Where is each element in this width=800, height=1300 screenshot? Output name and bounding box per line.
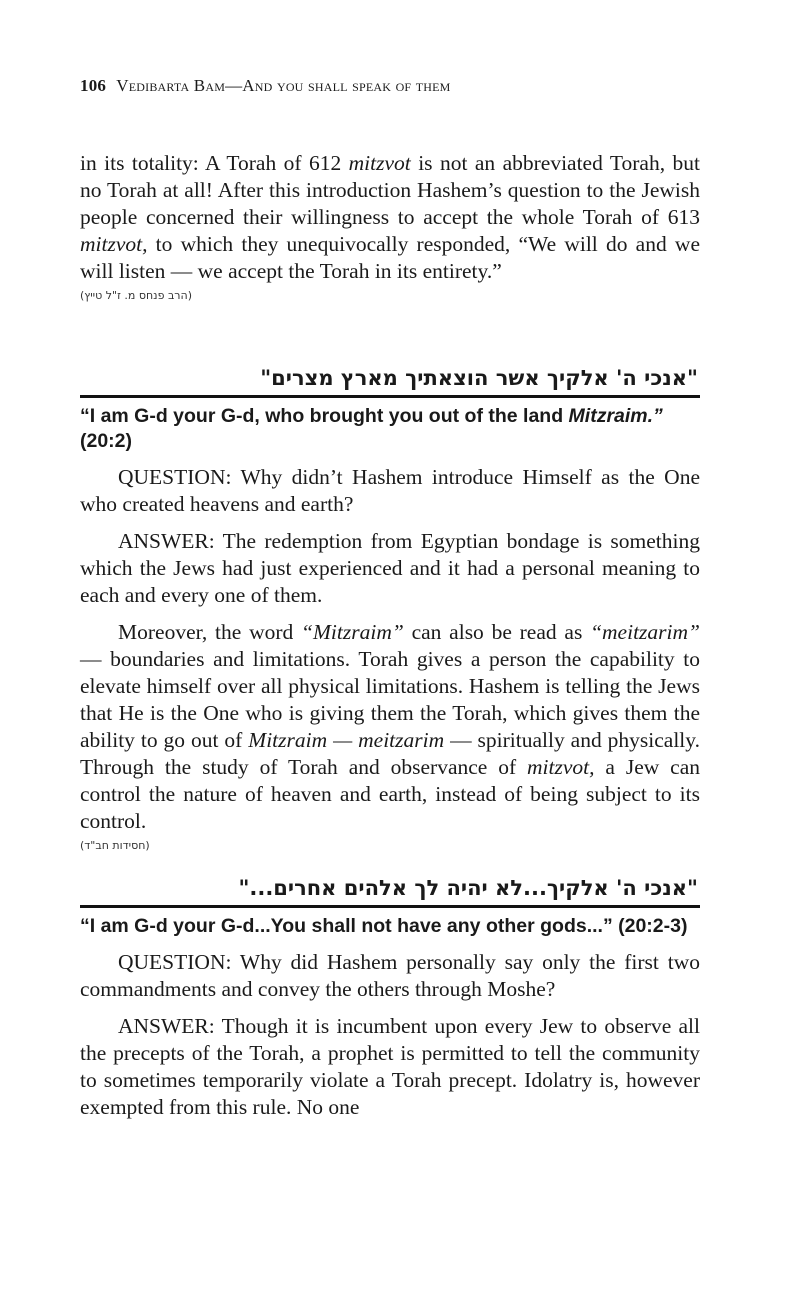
running-header xyxy=(80,76,700,96)
question-paragraph: QUESTION: Why didn’t Hashem introduce Himself as the One who created heavens and earth? xyxy=(80,465,700,516)
answer-paragraph: ANSWER: The redemption from Egyptian bondage is something which the Jews had just experienced and it had a personal meaning to each and every one of them. xyxy=(80,529,700,607)
running-title: Vedibarta Bam—And you shall speak of them xyxy=(116,76,451,95)
english-verse-heading: “I am G-d your G-d...You shall not have any other gods...” (20:2-3) xyxy=(80,915,688,937)
answer-paragraph: ANSWER: Though it is incumbent upon every Jew to observe all the precepts of the Torah, a prophet is permitted to tell the community to sometimes temporarily violate a Torah precept. Idolatry is, however exempted from this rule. No one xyxy=(80,1014,700,1119)
moreover-paragraph: Moreover, the word “Mitzraim” can also be read as “meitzarim” — boundaries and limitations. Torah gives a person the capability to elevate himself over all physical limitations. Hashem is telling the Jews that He is the One who is giving them the Torah, which gives them the ability to go out of Mitzraim — meitzarim — spiritually and physically. Through the study of Torah and observance of mitzvot, a Jew can control the nature of heaven and earth, instead of being subject to its control. xyxy=(80,620,700,833)
source-citation: (חסידות חב"ד) xyxy=(80,839,150,852)
english-verse-heading: “I am G-d your G-d, who brought you out of the land Mitzraim.” (20:2) xyxy=(80,405,663,452)
hebrew-verse-heading: "אנכי ה' אלקיך אשר הוצאתיך מארץ מצרים" xyxy=(260,366,698,390)
question-paragraph: QUESTION: Why did Hashem personally say only the first two commandments and convey the others through Moshe? xyxy=(80,950,700,1001)
continued-section xyxy=(80,150,700,302)
hebrew-verse-heading: "אנכי ה' אלקיך...לא יהיה לך אלהים אחרים..." xyxy=(238,876,698,900)
section-mitzraim xyxy=(80,363,700,852)
section-other-gods xyxy=(80,873,700,1121)
heading-rule xyxy=(80,905,700,908)
continued-paragraph: in its totality: A Torah of 612 mitzvot is not an abbreviated Torah, but no Torah at all! After this introduction Hashem’s question to the Jewish people concerned their willingness to accept the whole Torah of 613 mitzvot, to which they unequivocally responded, “We will do and we will listen — we accept the Torah in its entirety.” xyxy=(80,151,700,283)
page-number: 106 xyxy=(80,76,107,95)
heading-rule xyxy=(80,395,700,398)
source-citation: (הרב פנחס מ. ז"ל טייץ) xyxy=(80,289,192,302)
